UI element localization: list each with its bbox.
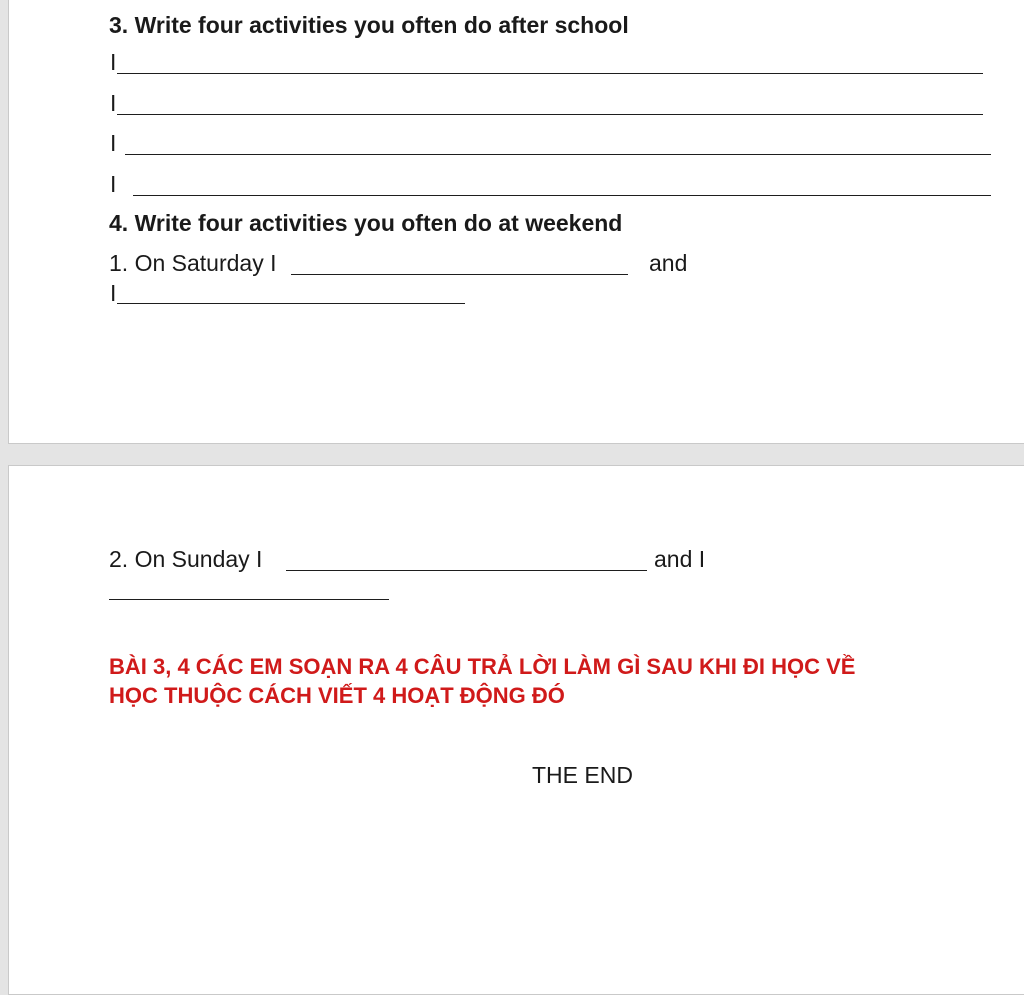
saturday-next-prefix: I: [110, 280, 117, 306]
question-4-heading: 4. Write four activities you often do at weekend: [109, 210, 623, 236]
worksheet-page-2: [8, 465, 1024, 995]
answer-blank-line-2[interactable]: [117, 114, 983, 115]
sunday-prompt: 2. On Sunday I: [109, 546, 263, 572]
answer-prefix-2: I: [110, 90, 117, 116]
worksheet-page-1: [8, 0, 1024, 444]
sunday-blank-line-2[interactable]: [109, 599, 389, 600]
sunday-and: and I: [654, 546, 706, 572]
saturday-blank-line-1[interactable]: [291, 274, 628, 275]
answer-blank-line-3[interactable]: [125, 154, 991, 155]
the-end-label: THE END: [532, 762, 633, 788]
sunday-blank-line-1[interactable]: [286, 570, 647, 571]
saturday-prompt: 1. On Saturday I: [109, 250, 277, 276]
answer-prefix-4: I: [110, 171, 117, 197]
answer-prefix-3: I: [110, 130, 117, 156]
saturday-and: and: [649, 250, 688, 276]
question-3-heading: 3. Write four activities you often do after school: [109, 12, 629, 38]
teacher-note-line-1: BÀI 3, 4 CÁC EM SOẠN RA 4 CÂU TRẢ LỜI LÀM GÌ SAU KHI ĐI HỌC VỀ: [109, 654, 856, 679]
answer-blank-line-4[interactable]: [133, 195, 991, 196]
teacher-note-line-2: HỌC THUỘC CÁCH VIẾT 4 HOẠT ĐỘNG ĐÓ: [109, 683, 565, 708]
saturday-blank-line-2[interactable]: [117, 303, 465, 304]
answer-prefix-1: I: [110, 49, 117, 75]
answer-blank-line-1[interactable]: [117, 73, 983, 74]
